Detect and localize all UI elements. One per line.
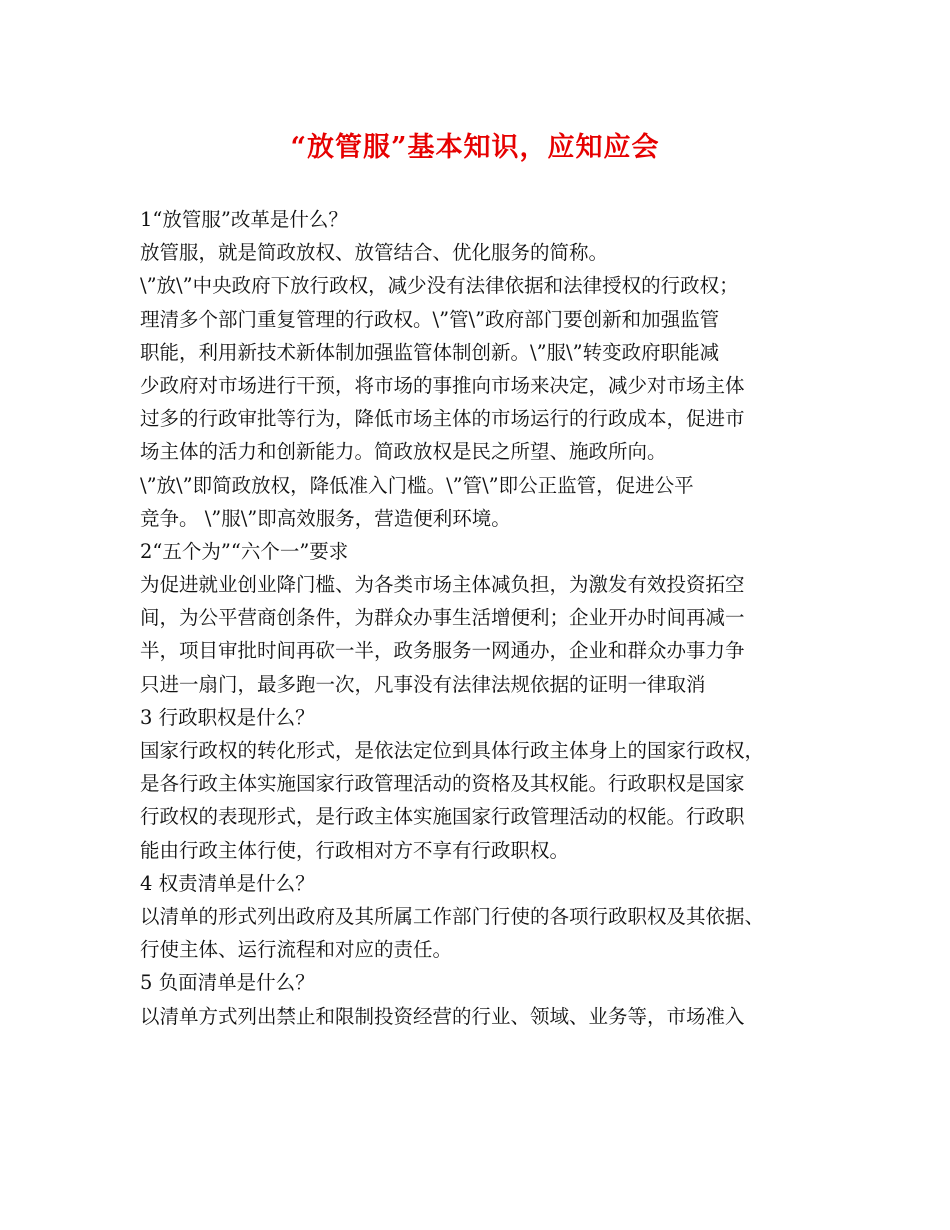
text-line: 少政府对市场进行干预，将市场的事推向市场来决定，减少对市场主体 bbox=[140, 373, 745, 397]
text-line: 以清单方式列出禁止和限制投资经营的行业、领域、业务等，市场准入 bbox=[140, 1004, 745, 1028]
text-line: 1“放管服”改革是什么？ bbox=[140, 208, 348, 231]
text-line: 间，为公平营商创条件，为群众办事生活增便利；企业开办时间再减一 bbox=[140, 606, 745, 630]
text-line: 放管服，就是简政放权、放管结合、优化服务的简称。 bbox=[140, 241, 609, 265]
section-heading: 3 行政职权是什么？ bbox=[140, 705, 315, 729]
text-line: 为促进就业创业降门槛、为各类市场主体减负担，为激发有效投资拓空 bbox=[140, 573, 745, 597]
text-line: 只进一扇门，最多跑一次，凡事没有法律法规依据的证明一律取消 bbox=[140, 672, 706, 696]
section-heading: 5 负面清单是什么？ bbox=[140, 971, 315, 995]
text-line: \”放\”中央政府下放行政权，减少没有法律依据和法律授权的行政权； bbox=[140, 274, 739, 298]
text-line: 职能，利用新技术新体制加强监管体制创新。\”服\”转变政府职能减 bbox=[140, 340, 720, 364]
text-line: 行使主体、运行流程和对应的责任。 bbox=[140, 938, 453, 962]
text-line: 过多的行政审批等行为，降低市场主体的市场运行的行政成本，促进市 bbox=[140, 407, 745, 431]
section-heading: 4 权责清单是什么？ bbox=[140, 871, 315, 895]
text-line: 半，项目审批时间再砍一半，政务服务一网通办，企业和群众办事力争 bbox=[140, 639, 745, 663]
section-heading: 2“五个为”“六个一”要求 bbox=[140, 539, 349, 563]
text-line: 行政权的表现形式，是行政主体实施国家行政管理活动的权能。行政职 bbox=[140, 805, 745, 829]
document-body bbox=[140, 203, 830, 1033]
text-line: 场主体的活力和创新能力。简政放权是民之所望、施政所向。 bbox=[140, 440, 667, 464]
text-line: 以清单的形式列出政府及其所属工作部门行使的各项行政职权及其依据、 bbox=[140, 904, 765, 928]
text-line: 是各行政主体实施国家行政管理活动的资格及其权能。行政职权是国家 bbox=[140, 772, 745, 796]
text-line: 能由行政主体行使，行政相对方不享有行政职权。 bbox=[140, 838, 570, 862]
text-line: \”放\”即简政放权，降低准入门槛。\”管\”即公正监管，促进公平 bbox=[140, 473, 694, 497]
text-line: 国家行政权的转化形式，是依法定位到具体行政主体身上的国家行政权， bbox=[140, 739, 765, 762]
document-title: “放管服”基本知识，应知应会 bbox=[290, 132, 660, 163]
text-line: 竞争。 \”服\”即高效服务，营造便利环境。 bbox=[140, 506, 511, 530]
text-line: 理清多个部门重复管理的行政权。\”管\”政府部门要创新和加强监管 bbox=[140, 307, 720, 331]
